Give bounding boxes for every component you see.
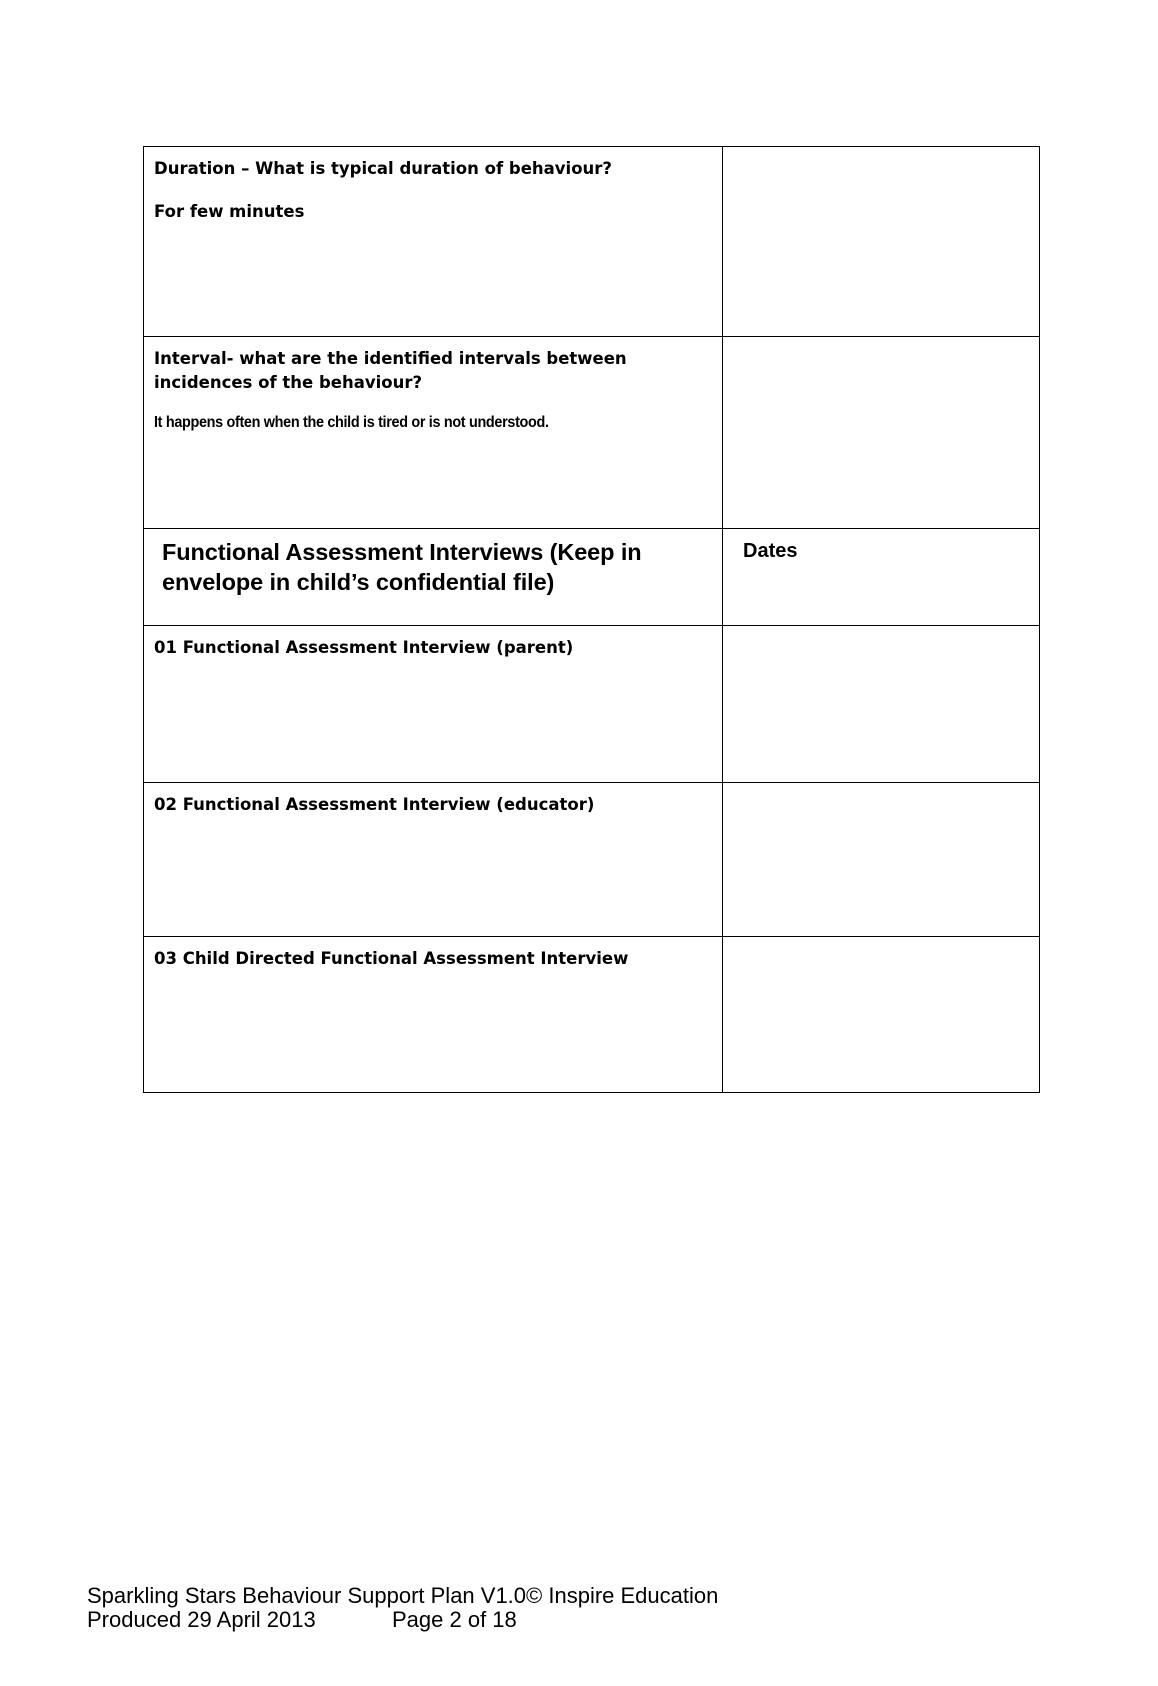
footer-meta [87, 1608, 718, 1632]
interval-cell[interactable] [144, 337, 723, 529]
interview-parent-date-cell[interactable] [723, 626, 1040, 783]
page-footer [87, 1584, 718, 1632]
table-row-interview-child [144, 937, 1040, 1093]
interview-educator-date-cell[interactable] [723, 783, 1040, 937]
table-row-interview-parent [144, 626, 1040, 783]
interval-notes-cell[interactable] [723, 337, 1040, 529]
interview-parent-cell[interactable] [144, 626, 723, 783]
interview-educator-label: 02 Functional Assessment Interview (educator) [154, 795, 595, 814]
table-row-interval [144, 337, 1040, 529]
footer-produced-date: Produced 29 April 2013 [87, 1607, 316, 1632]
interval-answer: It happens often when the child is tired or is not understood. [154, 414, 549, 431]
section-heading: Functional Assessment Interviews (Keep in envelope in child’s confidential file) [162, 539, 642, 595]
dates-heading-cell [723, 529, 1040, 626]
interval-question: Interval- what are the identified intervals between incidences of the behaviour? [154, 349, 627, 392]
duration-question: Duration – What is typical duration of behaviour? [154, 159, 612, 178]
duration-cell[interactable] [144, 147, 723, 337]
interview-parent-label: 01 Functional Assessment Interview (parent) [154, 638, 574, 657]
interview-child-cell[interactable] [144, 937, 723, 1093]
interview-child-label: 03 Child Directed Functional Assessment Interview [154, 949, 629, 968]
duration-answer: For few minutes [154, 202, 305, 221]
interview-child-date-cell[interactable] [723, 937, 1040, 1093]
behaviour-assessment-table [143, 146, 1040, 1093]
table-row-section-header [144, 529, 1040, 626]
footer-copyright: Sparkling Stars Behaviour Support Plan V1.0© Inspire Education [87, 1583, 719, 1608]
dates-heading: Dates [743, 540, 798, 562]
table-row-interview-educator [144, 783, 1040, 937]
interview-educator-cell[interactable] [144, 783, 723, 937]
section-heading-cell [144, 529, 723, 626]
footer-page-number: Page 2 of 18 [392, 1607, 517, 1632]
duration-notes-cell[interactable] [723, 147, 1040, 337]
table-row-duration [144, 147, 1040, 337]
